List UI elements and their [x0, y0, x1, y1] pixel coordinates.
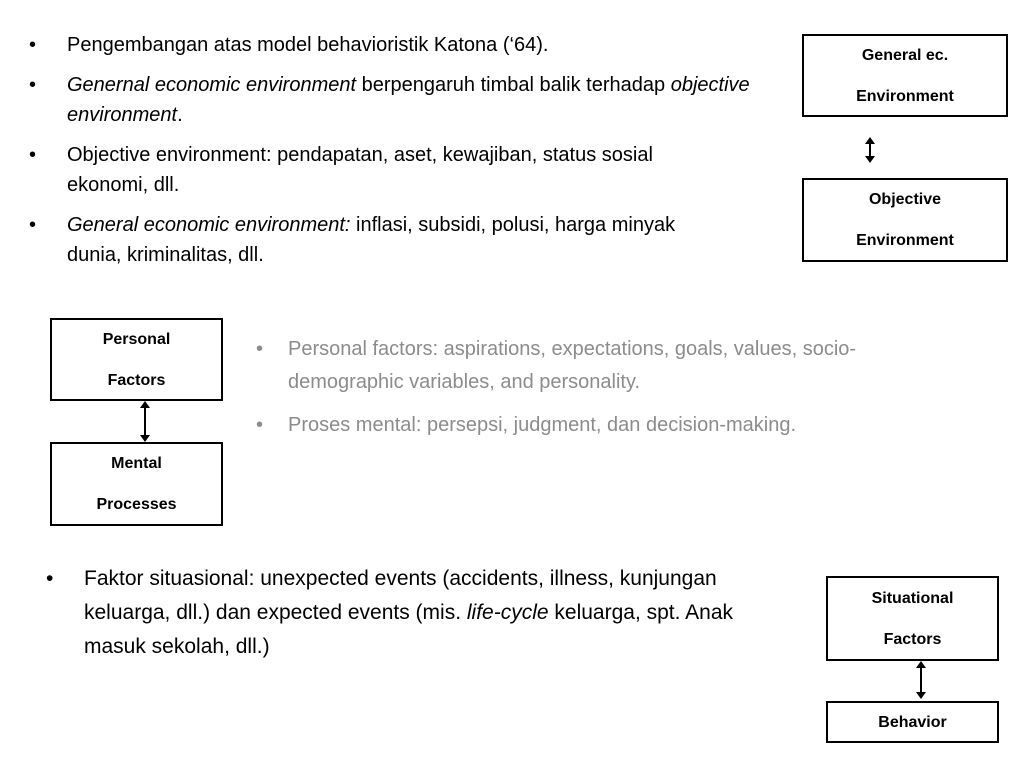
top-bullet	[29, 210, 727, 270]
box-label: Factors	[107, 371, 166, 389]
bullet-text: berpengaruh timbal balik terhadap	[356, 74, 671, 96]
bullet-text: .	[177, 104, 183, 126]
bullet-text: Faktor situasional: unexpected events (accidents, illness, kunjungan keluarga, dll.) dan expected events (mis.	[84, 567, 717, 624]
middle-bullet	[256, 409, 968, 442]
bottom-bullet	[46, 562, 794, 664]
bullet: •	[29, 34, 37, 56]
bullet: •	[256, 338, 264, 360]
bullet: •	[256, 414, 264, 436]
box-label: Environment	[856, 232, 954, 249]
bullet: •	[46, 567, 54, 590]
box-label: Environment	[856, 87, 954, 105]
middle-bullet	[256, 333, 968, 399]
box-label: Behavior	[878, 713, 947, 731]
bullet-text: Proses mental: persepsi, judgment, dan decision-making.	[288, 414, 797, 436]
behavior-box	[826, 701, 999, 743]
top-bullet	[29, 70, 767, 130]
bullet-text: objective environment	[67, 74, 750, 126]
bullet-text: Objective environment: pendapatan, aset, kewajiban, status sosial ekonomi, dll.	[67, 144, 653, 196]
double-arrow-icon	[138, 401, 152, 442]
box-label: Personal	[102, 330, 171, 348]
box-label: Mental	[111, 455, 162, 472]
bullet: •	[29, 144, 37, 166]
bullet: •	[29, 74, 37, 96]
box-label: General ec.	[861, 46, 949, 64]
box-label: Situational	[871, 589, 954, 607]
bullet-text: Pengembangan atas model behavioristik Katona (‘64).	[67, 34, 549, 56]
box-label: Factors	[883, 630, 942, 648]
mental-processes-box	[50, 442, 223, 526]
box-label: Processes	[96, 496, 177, 513]
bullet-text: life-cycle	[466, 601, 549, 624]
personal-factors-box	[50, 318, 223, 401]
bullet-text: keluarga, spt. Anak masuk sekolah, dll.)	[84, 601, 734, 658]
double-arrow-icon	[914, 661, 928, 699]
situational-factors-box	[826, 576, 999, 661]
general-environment-box	[802, 34, 1008, 117]
box-label: Objective	[868, 191, 942, 208]
top-bullet	[29, 30, 767, 60]
bullet-text: Personal factors: aspirations, expectations, goals, values, socio-demographic variables, and personality.	[288, 338, 857, 393]
bullet-text: Genernal economic environment	[67, 74, 357, 96]
bullet: •	[29, 214, 37, 236]
bullet-text: inflasi, subsidi, polusi, harga minyak dunia, kriminalitas, dll.	[67, 214, 676, 266]
bullet-text: General economic environment:	[67, 214, 351, 236]
objective-environment-box	[802, 178, 1008, 262]
top-bullet	[29, 140, 707, 200]
double-arrow-icon	[863, 137, 877, 163]
